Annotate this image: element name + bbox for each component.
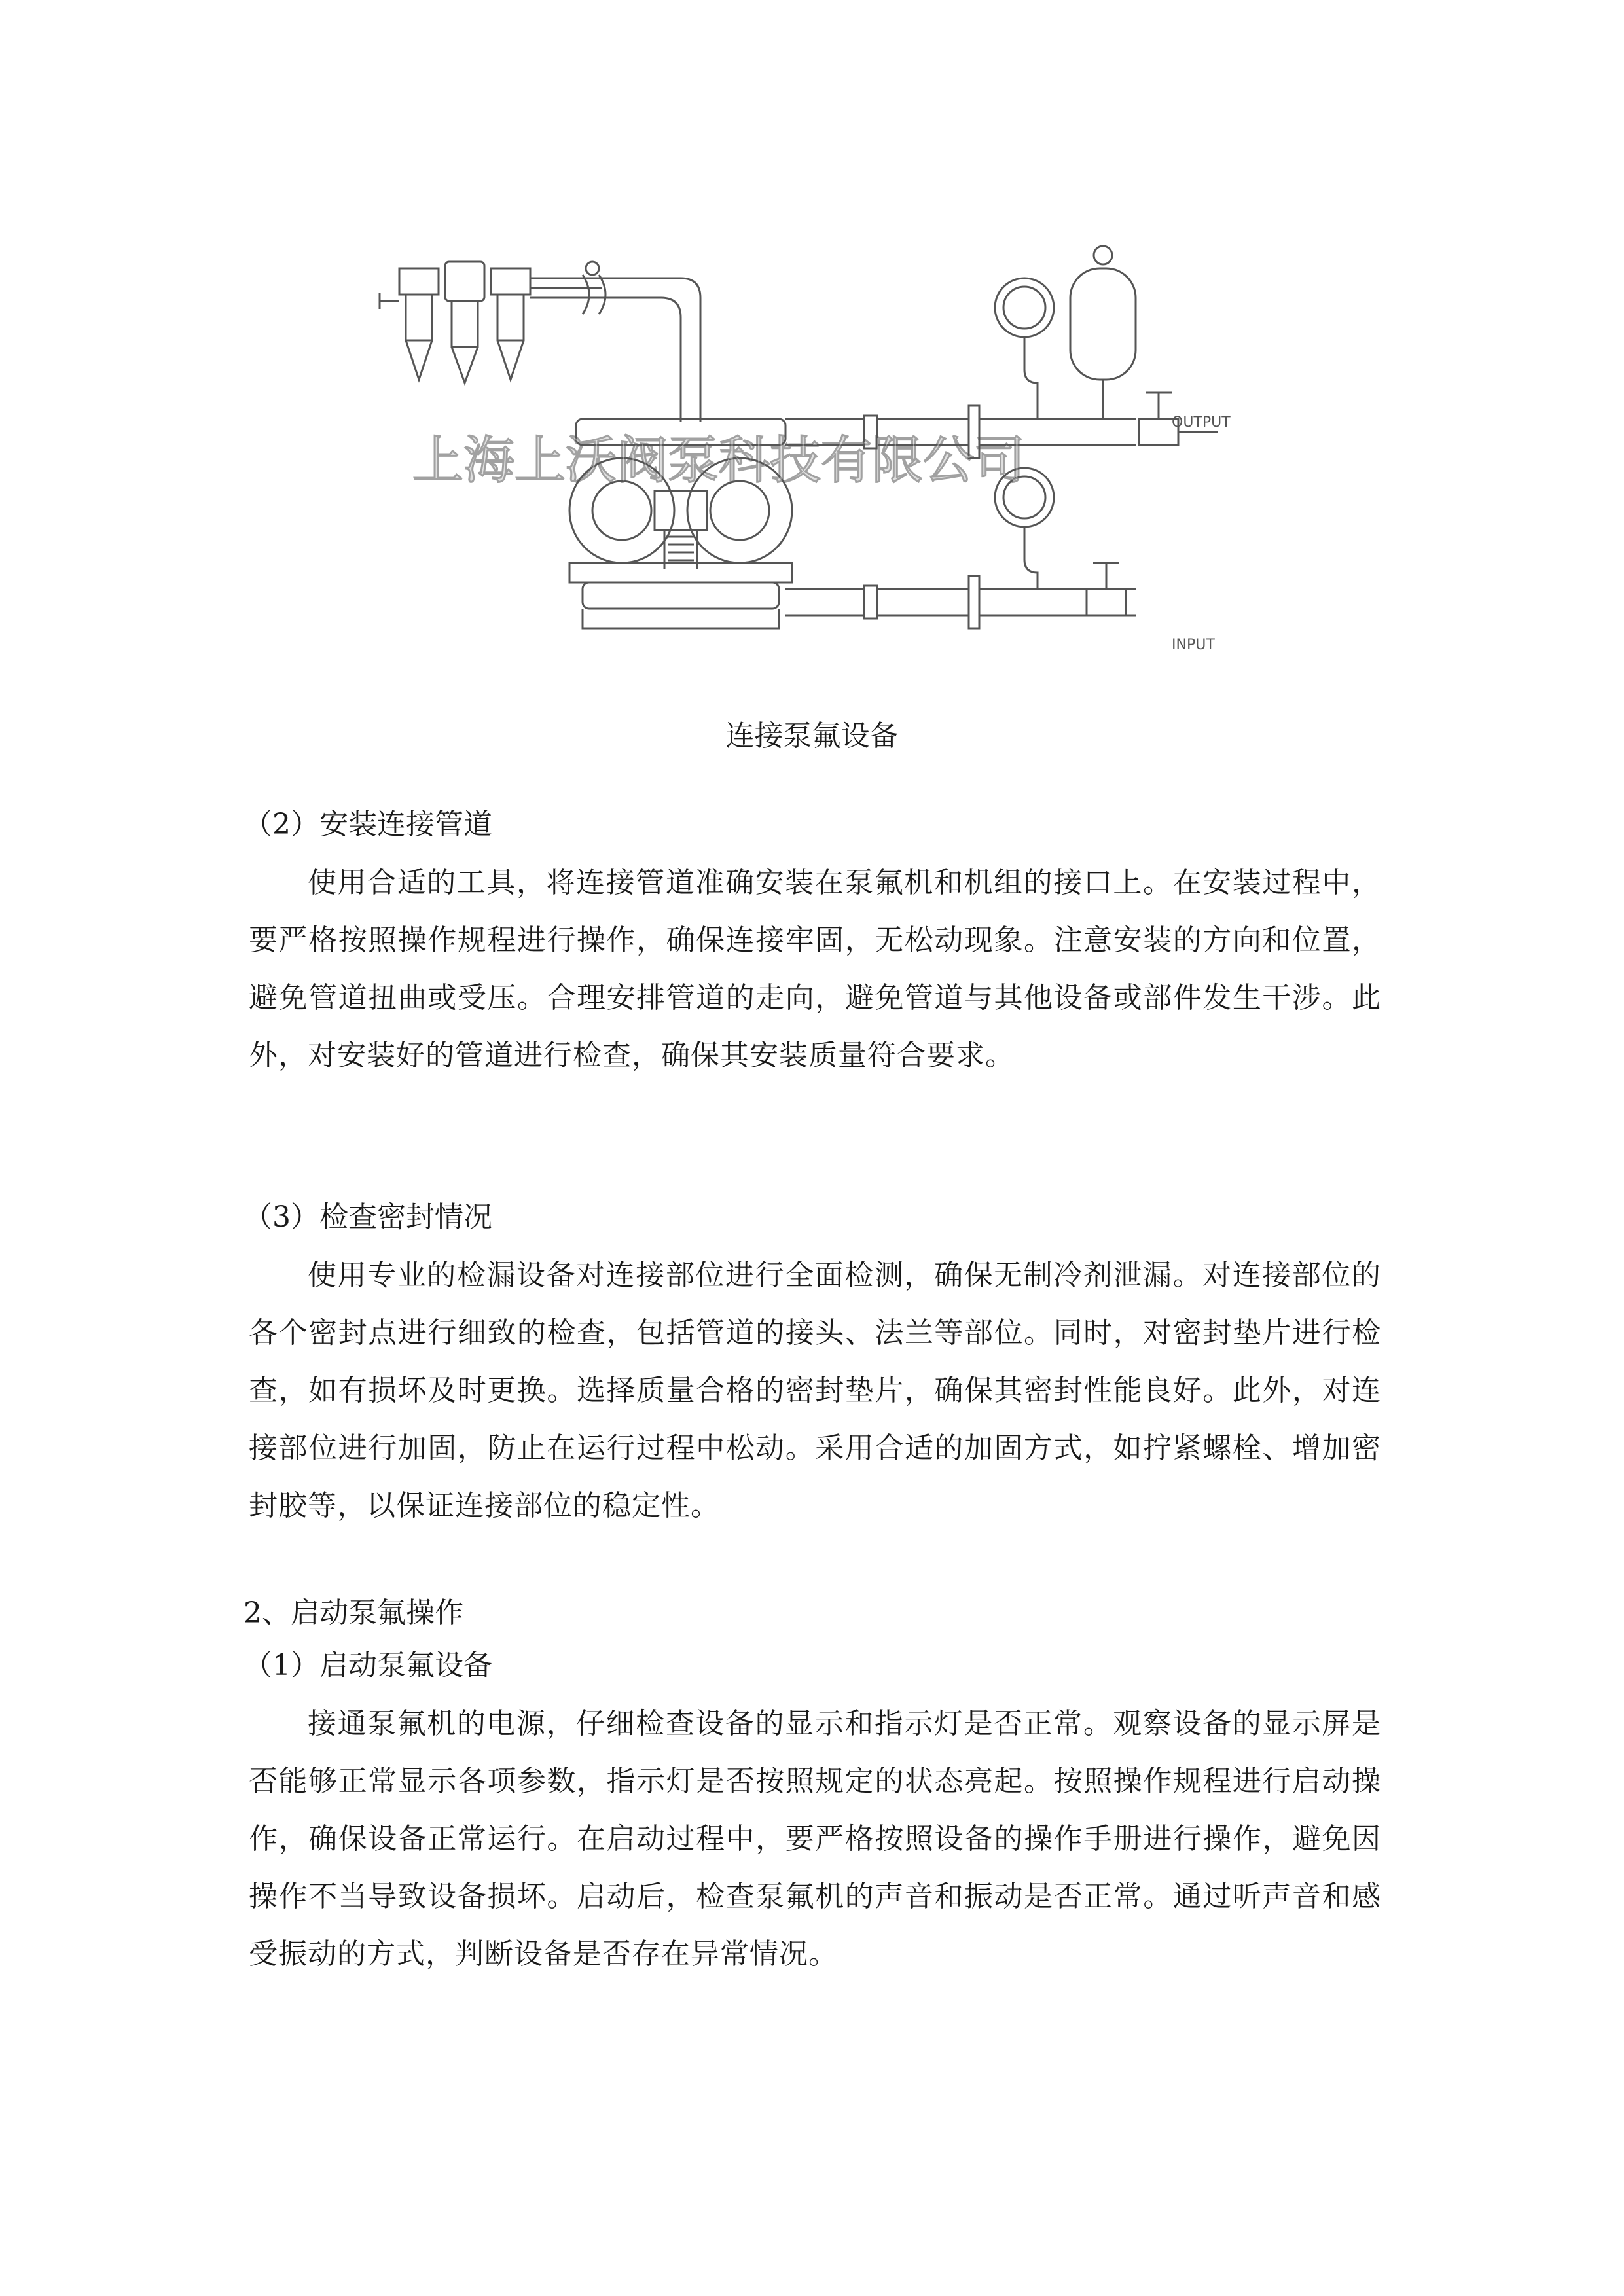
section-heading: （2）安装连接管道 [244,808,492,841]
watermark: 上海上沃阀泵科技有限公司 [412,431,1026,490]
section-heading: 2、启动泵氟操作 [244,1596,463,1630]
section-heading: （1）启动泵氟设备 [244,1649,492,1682]
figure-caption: 连接泵氟设备 [725,719,899,753]
inlet-valve [1087,563,1126,615]
pump-connection-diagram [367,223,1244,694]
section-heading: （3）检查密封情况 [244,1200,492,1234]
input-label: INPUT [1172,637,1215,653]
section-body: 接通泵氟机的电源，仔细检查设备的显示和指示灯是否正常。观察设备的显示屏是否能够正常显示各项参数，指示灯是否按照规定的状态亮起。按照操作规程进行启动操作，确保设备正常运行。在启动过程中，要严格按照设备的操作手册进行操作，避免因操作不当导致设备损坏。启动后，检查泵氟机的声音和振动是否正常。通过听声音和感受振动的方式，判断设备是否存在异常情况。 [249,1707,1381,1971]
output-label: OUTPUT [1172,414,1231,431]
section-body: 使用专业的检漏设备对连接部位进行全面检测，确保无制冷剂泄漏。对连接部位的各个密封点进行细致的检查，包括管道的接头、法兰等部位。同时，对密封垫片进行检查，如有损坏及时更换。选择质量合格的密封垫片，确保其密封性能良好。此外，对连接部位进行加固，防止在运行过程中松动。采用合适的加固方式，如拧紧螺栓、增加密封胶等，以保证连接部位的稳定性。 [249,1259,1381,1522]
section-body: 使用合适的工具，将连接管道准确安装在泵氟机和机组的接口上。在安装过程中，要严格按照操作规程进行操作，确保连接牢固，无松动现象。注意安装的方向和位置，避免管道扭曲或受压。合理安排管道的走向，避免管道与其他设备或部件发生干涉。此外，对安装好的管道进行检查，确保其安装质量符合要求。 [249,866,1381,1072]
pressure-gauge-upper [995,278,1054,419]
accumulator-tank [1070,246,1136,419]
air-filter-regulator [380,262,605,383]
